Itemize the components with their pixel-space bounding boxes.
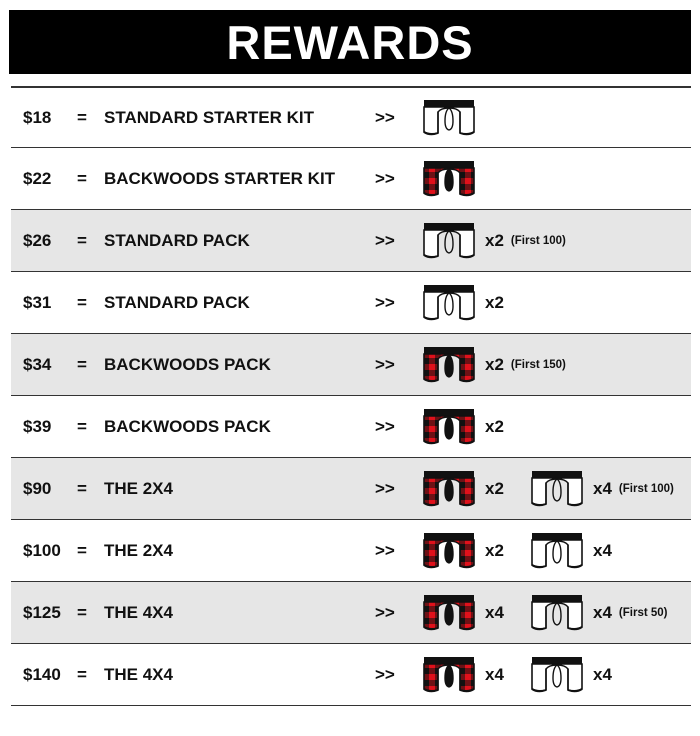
reward-price: $140	[23, 664, 61, 684]
arrow-separator: >>	[375, 230, 395, 250]
reward-item	[423, 148, 475, 209]
reward-item	[423, 520, 504, 581]
reward-name: STANDARD PACK	[104, 292, 250, 312]
reward-name: THE 2X4	[104, 478, 173, 498]
rewards-table	[11, 86, 691, 706]
reward-name: BACKWOODS PACK	[104, 416, 271, 436]
item-quantity: x2	[485, 292, 504, 312]
white-boxer-icon	[531, 470, 583, 508]
item-quantity: x2	[485, 354, 504, 374]
reward-price: $22	[23, 168, 52, 188]
reward-price: $100	[23, 540, 61, 560]
item-quantity: x4	[485, 602, 504, 622]
white-boxer-icon	[531, 656, 583, 694]
white-boxer-icon	[423, 222, 475, 260]
reward-item	[531, 520, 612, 581]
table-row	[11, 644, 691, 706]
table-row	[11, 396, 691, 458]
reward-price: $34	[23, 354, 52, 374]
reward-item	[423, 644, 504, 705]
reward-name: THE 4X4	[104, 602, 173, 622]
plaid-boxer-icon	[423, 594, 475, 632]
reward-item	[423, 88, 475, 147]
white-boxer-icon	[423, 99, 475, 137]
table-row	[11, 86, 691, 148]
reward-price: $26	[23, 230, 52, 250]
reward-item	[423, 272, 504, 333]
reward-item	[423, 458, 504, 519]
plaid-boxer-icon	[423, 408, 475, 446]
reward-price: $90	[23, 478, 52, 498]
equals-sign: =	[77, 230, 87, 250]
plaid-boxer-icon	[423, 470, 475, 508]
item-quantity: x4	[593, 602, 612, 622]
reward-item	[423, 582, 504, 643]
equals-sign: =	[77, 602, 87, 622]
reward-price: $31	[23, 292, 52, 312]
equals-sign: =	[77, 416, 87, 436]
item-limit-note: (First 100)	[510, 234, 566, 247]
arrow-separator: >>	[375, 602, 395, 622]
arrow-separator: >>	[375, 107, 395, 127]
rewards-header	[9, 10, 691, 74]
item-limit-note: (First 50)	[618, 606, 668, 619]
table-row	[11, 148, 691, 210]
reward-item	[531, 644, 612, 705]
arrow-separator: >>	[375, 540, 395, 560]
arrow-separator: >>	[375, 416, 395, 436]
equals-sign: =	[77, 354, 87, 374]
table-row	[11, 210, 691, 272]
arrow-separator: >>	[375, 478, 395, 498]
arrow-separator: >>	[375, 168, 395, 188]
arrow-separator: >>	[375, 664, 395, 684]
plaid-boxer-icon	[423, 656, 475, 694]
table-row	[11, 334, 691, 396]
plaid-boxer-icon	[423, 346, 475, 384]
reward-name: BACKWOODS PACK	[104, 354, 271, 374]
item-limit-note: (First 100)	[618, 482, 674, 495]
equals-sign: =	[77, 107, 87, 127]
reward-price: $39	[23, 416, 52, 436]
item-quantity: x2	[485, 230, 504, 250]
equals-sign: =	[77, 540, 87, 560]
reward-name: STANDARD STARTER KIT	[104, 107, 314, 127]
item-quantity: x2	[485, 540, 504, 560]
equals-sign: =	[77, 664, 87, 684]
table-row	[11, 520, 691, 582]
table-row	[11, 582, 691, 644]
item-quantity: x4	[485, 664, 504, 684]
reward-item	[531, 582, 668, 643]
item-quantity: x2	[485, 478, 504, 498]
reward-item	[423, 334, 566, 395]
plaid-boxer-icon	[423, 532, 475, 570]
equals-sign: =	[77, 292, 87, 312]
plaid-boxer-icon	[423, 160, 475, 198]
arrow-separator: >>	[375, 292, 395, 312]
page-title: REWARDS	[226, 15, 474, 69]
equals-sign: =	[77, 478, 87, 498]
item-quantity: x2	[485, 416, 504, 436]
item-limit-note: (First 150)	[510, 358, 566, 371]
white-boxer-icon	[423, 284, 475, 322]
table-row	[11, 272, 691, 334]
table-row	[11, 458, 691, 520]
reward-name: BACKWOODS STARTER KIT	[104, 168, 336, 188]
white-boxer-icon	[531, 594, 583, 632]
white-boxer-icon	[531, 532, 583, 570]
reward-name: STANDARD PACK	[104, 230, 250, 250]
reward-item	[423, 396, 504, 457]
item-quantity: x4	[593, 478, 612, 498]
reward-item	[423, 210, 566, 271]
item-quantity: x4	[593, 664, 612, 684]
item-quantity: x4	[593, 540, 612, 560]
arrow-separator: >>	[375, 354, 395, 374]
reward-name: THE 4X4	[104, 664, 173, 684]
reward-price: $18	[23, 107, 52, 127]
reward-name: THE 2X4	[104, 540, 173, 560]
reward-item	[531, 458, 674, 519]
reward-price: $125	[23, 602, 61, 622]
equals-sign: =	[77, 168, 87, 188]
